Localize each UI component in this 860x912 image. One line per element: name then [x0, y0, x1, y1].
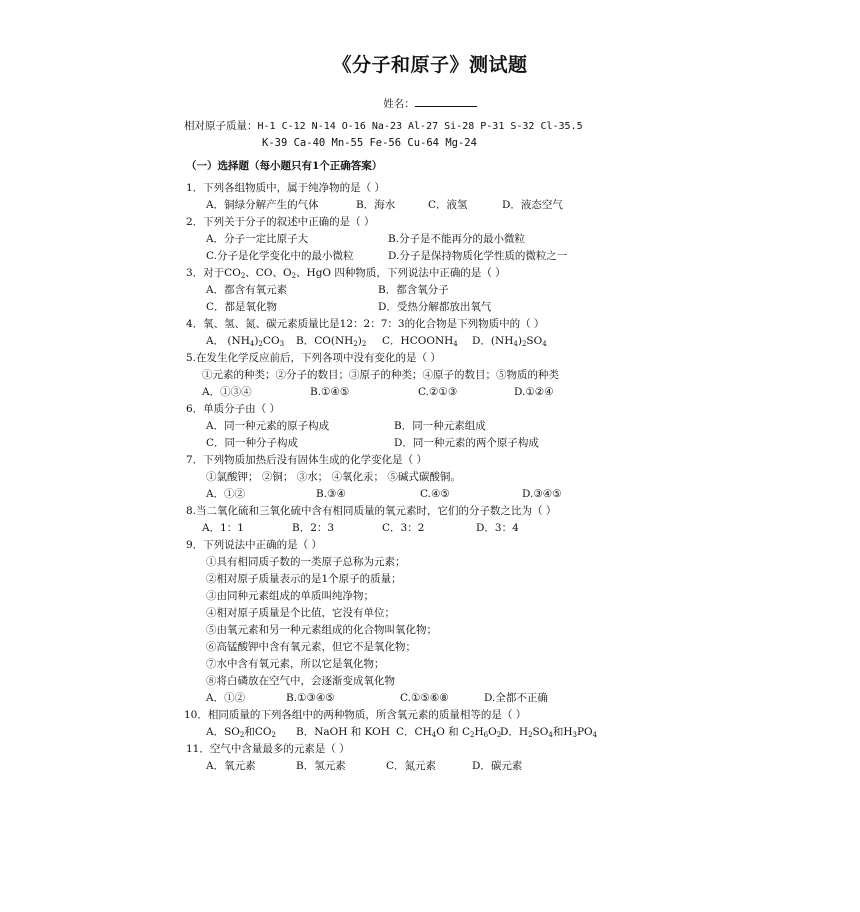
question-7-option-d: D.③④⑤: [522, 488, 562, 500]
subscript: 2: [239, 731, 245, 739]
question-6-stem: 6．单质分子由（ ）: [186, 403, 281, 415]
subscript: 2: [353, 340, 358, 348]
question-10-option-b: B．NaOH 和 KOH: [296, 726, 390, 738]
subscript: 4: [513, 340, 518, 348]
atomic-mass-line-1: [184, 119, 583, 134]
question-10-stem: 10．相同质量的下列各组中的两种物质，所含氧元素的质量相等的是（ ）: [184, 709, 527, 721]
question-11-option-a: A．氧元素: [206, 760, 256, 772]
question-5-option-c: C.②①③: [418, 386, 458, 398]
question-5-option-b: B.①④⑤: [310, 386, 350, 398]
formula-part: C．HCOONH: [382, 335, 454, 347]
question-5-option-a: A．①③④: [202, 386, 252, 398]
question-4-option-c: [382, 334, 458, 351]
question-1-option-a: A．铜绿分解产生的气体: [206, 199, 319, 211]
question-2-option-b: B.分子是不能再分的最小微粒: [388, 233, 526, 245]
question-9-statement-7: ⑦水中含有氧元素，所以它是氧化物；: [206, 658, 385, 670]
question-3-option-a: A．都含有氧元素: [206, 284, 288, 296]
question-1-option-c: C．液氢: [428, 199, 468, 211]
formula-part: H: [474, 726, 484, 738]
subscript: 3: [279, 340, 285, 348]
subscript: 4: [548, 731, 553, 739]
question-9-statement-8: ⑧将白磷放在空气中，会逐渐变成氧化物: [206, 675, 395, 687]
atomic-mass-values-2: K-39 Ca-40 Mn-55 Fe-56 Cu-64 Mg-24: [262, 137, 477, 149]
question-7-option-b: B.③④: [316, 488, 346, 500]
question-8-option-c: C．3：2: [382, 522, 425, 534]
subscript: 4: [431, 731, 437, 739]
question-3-stem-part: 、CO、O: [245, 267, 292, 279]
subscript: 6: [483, 731, 489, 739]
question-4-stem: 4．氧、氢、氮、碳元素质量比是12：2：7：3的化合物是下列物质中的（ ）: [186, 318, 545, 330]
question-11-stem: 11．空气中含量最多的元素是（ ）: [186, 743, 350, 755]
formula-part: SO: [532, 726, 549, 738]
formula-part: D．H: [500, 726, 529, 738]
question-3-stem-part: 、HgO 四种物质，下列说法中正确的是（ ）: [296, 267, 506, 279]
subscript: 2: [496, 731, 502, 739]
question-7-option-c: C.④⑤: [420, 488, 450, 500]
formula-part: B．CO(NH: [296, 335, 354, 347]
question-9-option-b: B.①③④⑤: [286, 692, 335, 704]
formula-part: D．(NH: [472, 335, 514, 347]
question-9-option-d: D.全都不正确: [484, 692, 548, 704]
formula-part: ): [357, 335, 362, 347]
formula-part: PO: [576, 726, 593, 738]
subscript: 4: [592, 731, 598, 739]
subscript: 2: [361, 340, 367, 348]
question-10-option-a: [206, 725, 276, 742]
question-7-stem: 7．下列物质加热后没有固体生成的化学变化是（ ）: [186, 454, 428, 466]
name-field: [0, 96, 860, 111]
subscript: 2: [521, 340, 527, 348]
subscript: 4: [453, 340, 458, 348]
formula-part: CO: [262, 335, 280, 347]
question-2-option-d: D.分子是保持物质化学性质的微粒之一: [388, 250, 568, 262]
question-11-option-d: D．碳元素: [472, 760, 523, 772]
subscript: 2: [271, 731, 276, 739]
question-7-option-a: A．①②: [206, 488, 246, 500]
question-3-option-d: D．受热分解都放出氧气: [378, 301, 492, 313]
formula-part: ): [517, 335, 522, 347]
subscript: 2: [470, 731, 475, 739]
question-3-stem-part: 3．对于CO: [186, 267, 241, 279]
subscript: 2: [291, 272, 297, 280]
subscript: 3: [572, 731, 577, 739]
subscript: 4: [542, 340, 547, 348]
subscript: 2: [240, 272, 246, 280]
question-2-stem: 2．下列关于分子的叙述中正确的是（ ）: [186, 216, 375, 228]
atomic-mass-values-1: H-1 C-12 N-14 O-16 Na-23 Al-27 Si-28 P-31 S-32 Cl-35.5: [257, 121, 583, 132]
question-2-option-c: C.分子是化学变化中的最小微粒: [206, 250, 354, 262]
question-6-option-c: C．同一种分子构成: [206, 437, 299, 449]
question-1-option-b: B．海水: [356, 199, 396, 211]
question-8-option-b: B．2：3: [292, 522, 335, 534]
formula-part: O 和 C: [436, 726, 471, 738]
question-11-option-b: B．氢元素: [296, 760, 346, 772]
question-3-stem: [186, 266, 506, 283]
question-9-statement-4: ④相对原子质量是个比值，它没有单位；: [206, 607, 395, 619]
formula-part: O: [488, 726, 497, 738]
question-1-stem: 1．下列各组物质中，属于纯净物的是（ ）: [186, 182, 386, 194]
atomic-mass-label: 相对原子质量：: [184, 120, 258, 132]
question-3-option-b: B．都含氧分子: [378, 284, 449, 296]
question-2-option-a: A．分子一定比原子大: [206, 233, 309, 245]
question-9-statement-6: ⑥高锰酸钾中含有氧元素，但它不是氧化物；: [206, 641, 416, 653]
page-title: 《分子和原子》测试题: [332, 54, 528, 76]
subscript: 2: [528, 731, 533, 739]
formula-part: ): [254, 335, 259, 347]
question-5-items: ①元素的种类；②分子的数目；③原子的种类；④原子的数目；⑤物质的种类: [202, 369, 559, 381]
question-5-stem: 5.在发生化学反应前后，下列各项中没有变化的是（ ）: [186, 352, 441, 364]
question-9-statement-5: ⑤由氧元素和另一种元素组成的化合物叫氧化物；: [206, 624, 437, 636]
question-6-option-d: D．同一种元素的两个原子构成: [394, 437, 539, 449]
question-9-statement-3: ③由同种元素组成的单质叫纯净物；: [206, 590, 374, 602]
question-8-option-d: D．3：4: [476, 522, 519, 534]
question-9-statement-1: ①具有相同质子数的一类原子总称为元素；: [206, 556, 406, 568]
question-4-option-d: [472, 334, 547, 351]
question-11-option-c: C．氮元素: [386, 760, 437, 772]
question-10-option-d: [500, 725, 597, 742]
question-7-items: ①氯酸钾； ②铜； ③水； ④氧化汞； ⑤碱式碳酸铜。: [206, 471, 461, 483]
question-3-option-c: C．都是氧化物: [206, 301, 278, 313]
question-8-option-a: A．1：1: [202, 522, 244, 534]
question-9-statement-2: ②相对原子质量表示的是1个原子的质量；: [206, 573, 402, 585]
section-heading: （一）选择题（每小题只有1个正确答案）: [186, 160, 383, 172]
question-9-option-a: A．①②: [206, 692, 246, 704]
formula-part: 和H: [552, 726, 573, 738]
question-6-option-b: B．同一种元素组成: [394, 420, 486, 432]
subscript: 4: [249, 340, 255, 348]
name-blank: [415, 97, 477, 107]
formula-part: SO: [526, 335, 543, 347]
question-8-stem: 8.当二氧化硫和三氧化硫中含有相同质量的氧元素时，它们的分子数之比为（ ）: [186, 505, 557, 517]
formula-part: 和CO: [244, 726, 272, 738]
subscript: 2: [258, 340, 263, 348]
question-6-option-a: A．同一种元素的原子构成: [206, 420, 330, 432]
name-label: 姓名：: [383, 98, 415, 110]
formula-part: C．CH: [396, 726, 432, 738]
formula-part: A． (NH: [206, 335, 250, 347]
question-4-option-b: [296, 334, 366, 351]
question-5-option-d: D.①②④: [514, 386, 554, 398]
formula-part: A．SO: [206, 726, 240, 738]
question-10-option-c: [396, 725, 501, 742]
question-9-stem: 9．下列说法中正确的是（ ）: [186, 539, 323, 551]
question-4-option-a: [206, 334, 284, 351]
question-9-option-c: C.①⑤⑥⑧: [400, 692, 449, 704]
question-1-option-d: D．液态空气: [502, 199, 563, 211]
